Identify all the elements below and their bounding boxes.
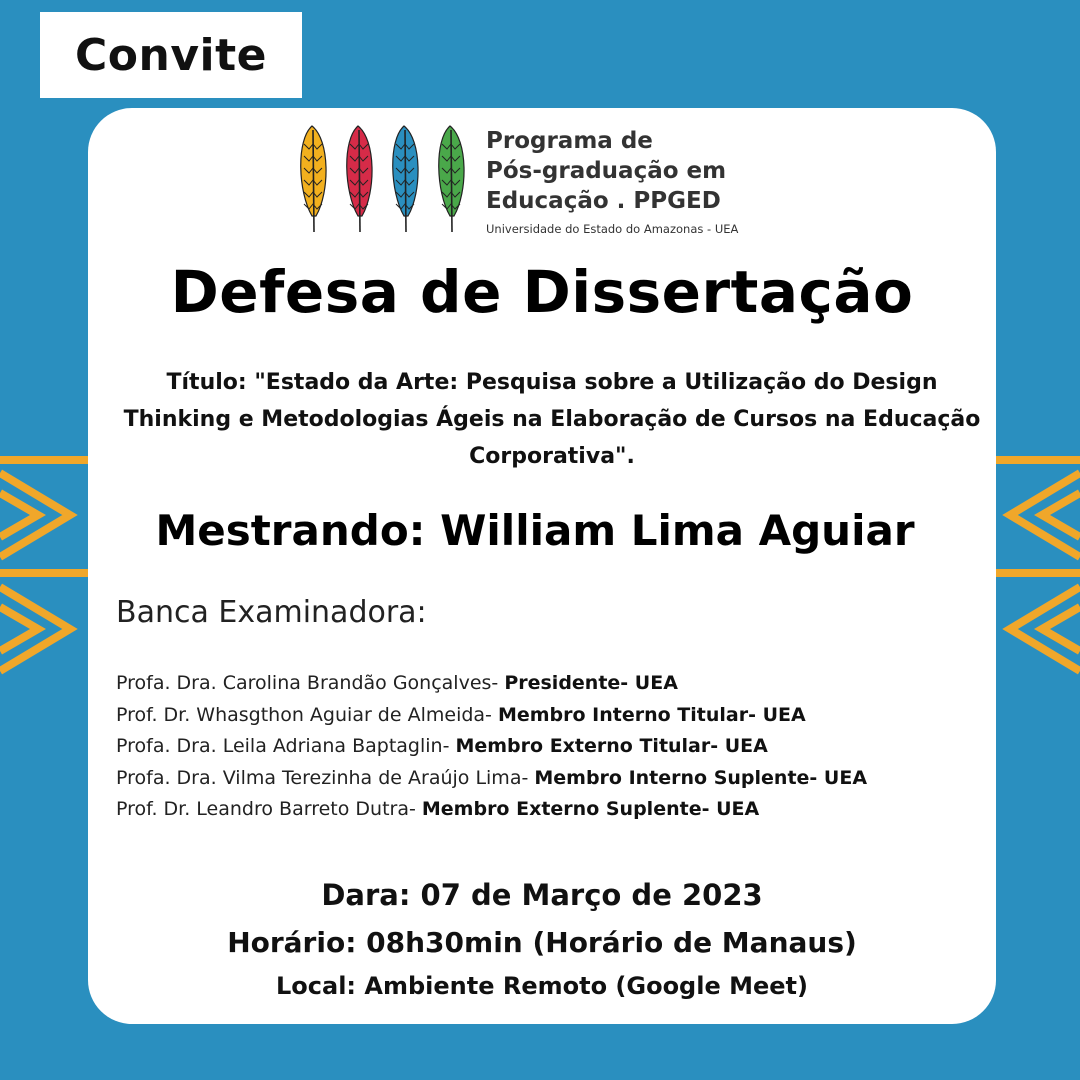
committee-heading: Banca Examinadora: <box>116 595 427 630</box>
event-location: Local: Ambiente Remoto (Google Meet) <box>276 972 808 1000</box>
feather-shape <box>393 126 418 232</box>
member-name: Profa. Dra. Leila Adriana Baptaglin- <box>116 735 456 757</box>
member-role: Membro Interno Titular- UEA <box>497 703 806 726</box>
ppged-logo <box>296 122 756 234</box>
feather-icon <box>296 122 476 234</box>
committee-member <box>116 731 867 763</box>
member-role: Membro Externo Titular- UEA <box>455 735 768 757</box>
page-title: Defesa de Dissertação <box>170 258 914 326</box>
committee-member <box>116 763 867 795</box>
student-name: Mestrando: William Lima Aguiar <box>155 506 915 555</box>
event-info <box>88 870 996 1006</box>
committee-member <box>116 794 867 826</box>
member-name: Prof. Dr. Leandro Barreto Dutra- <box>116 798 422 820</box>
logo-line-2: Pós-graduação em <box>486 158 727 184</box>
feather-shape <box>347 126 372 232</box>
member-role: Membro Interno Suplente- UEA <box>534 766 868 789</box>
thesis-title: Título: "Estado da Arte: Pesquisa sobre a Utilização do Design Thinking e Metodologias Ágeis na Elaboração de Cursos na Educação Corporativa". <box>123 370 981 469</box>
logo-university: Universidade do Estado do Amazonas - UEA <box>486 222 739 236</box>
invite-tag <box>40 12 302 98</box>
feather-shape <box>439 126 464 232</box>
logo-line-1: Programa de <box>486 128 653 154</box>
member-role: Membro Externo Suplente- UEA <box>421 798 760 820</box>
invitation-card <box>88 108 996 1024</box>
logo-line-3: Educação . PPGED <box>486 188 721 214</box>
member-name: Profa. Dra. Carolina Brandão Gonçalves- <box>116 672 505 694</box>
committee-list <box>116 668 867 826</box>
committee-member <box>116 668 867 700</box>
member-name: Profa. Dra. Vilma Terezinha de Araújo Lima- <box>116 766 535 789</box>
event-time: Horário: 08h30min (Horário de Manaus) <box>227 926 857 959</box>
member-name: Prof. Dr. Whasgthon Aguiar de Almeida- <box>116 703 498 726</box>
invite-tag-label: Convite <box>75 29 267 81</box>
event-date: Dara: 07 de Março de 2023 <box>321 878 763 912</box>
logo-text <box>486 126 738 236</box>
member-role: Presidente- UEA <box>504 672 678 694</box>
feather-shape <box>301 126 326 232</box>
committee-member <box>116 700 867 732</box>
